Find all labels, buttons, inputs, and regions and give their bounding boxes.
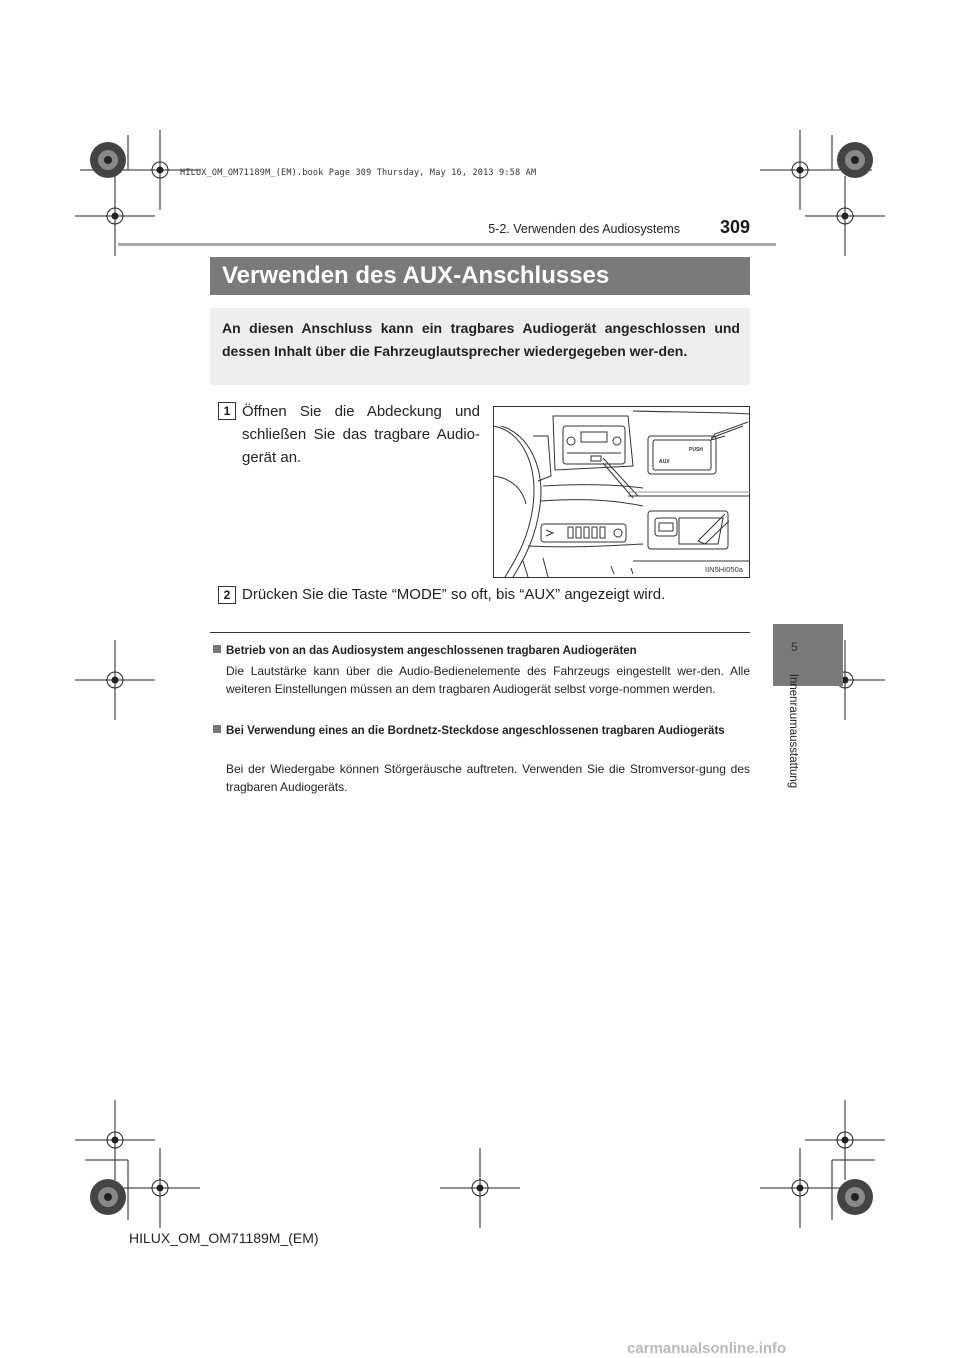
header-rule xyxy=(118,243,776,246)
chapter-title: Innenraumausstattung xyxy=(787,673,799,789)
label-push: PUSH xyxy=(689,447,703,453)
note-1-body: Die Lautstärke kann über die Audio-Bedienelemente des Fahrzeugs eingestellt wer-den. Alle weiteren Einstellungen müssen an dem tragbaren Audiogerät selbst vorge-nommen werden. xyxy=(226,664,750,696)
watermark: carmanualsonline.info xyxy=(627,1340,787,1357)
square-bullet-icon xyxy=(213,725,221,733)
intro-box xyxy=(210,308,750,385)
page-number: 309 xyxy=(720,217,751,237)
step-badge-2: 2 xyxy=(218,586,236,604)
note-1-heading: Betrieb von an das Audiosystem angeschlossenen tragbaren Audiogeräten xyxy=(213,642,750,660)
notes-rule xyxy=(210,632,750,633)
illustration-code: IIN5HI050a xyxy=(705,565,743,574)
chapter-tab xyxy=(773,624,843,686)
page-title: Verwenden des AUX-Anschlusses xyxy=(222,262,610,289)
label-aux: AUX xyxy=(659,459,670,465)
section-label: 5-2. Verwenden des Audiosystems xyxy=(488,222,680,236)
chapter-number: 5 xyxy=(791,640,798,654)
step-1-text: Öffnen Sie die Abdeckung und schließen Sie das tragbare Audio-gerät an. xyxy=(242,403,480,466)
footer-code: HILUX_OM_OM71189M_(EM) xyxy=(129,1230,319,1246)
step-badge-1: 1 xyxy=(218,402,236,420)
step-2-text: Drücken Sie die Taste “MODE” so oft, bis “AUX” angezeigt wird. xyxy=(242,586,666,603)
note-2-heading: Bei Verwendung eines an die Bordnetz-Steckdose angeschlossenen tragbaren Audiogeräts xyxy=(213,722,750,740)
note-2-body: Bei der Wiedergabe können Störgeräusche auftreten. Verwenden Sie die Stromversor-gung des tragbaren Audiogeräts. xyxy=(226,762,750,794)
aux-illustration xyxy=(493,406,750,578)
print-header: HILUX_OM_OM71189M_(EM).book Page 309 Thursday, May 16, 2013 9:58 AM xyxy=(180,168,537,178)
intro-text: An diesen Anschluss kann ein tragbares Audiogerät angeschlossen und dessen Inhalt über die Fahrzeuglautsprecher wiedergegeben wer-den. xyxy=(222,320,740,359)
square-bullet-icon xyxy=(213,645,221,653)
